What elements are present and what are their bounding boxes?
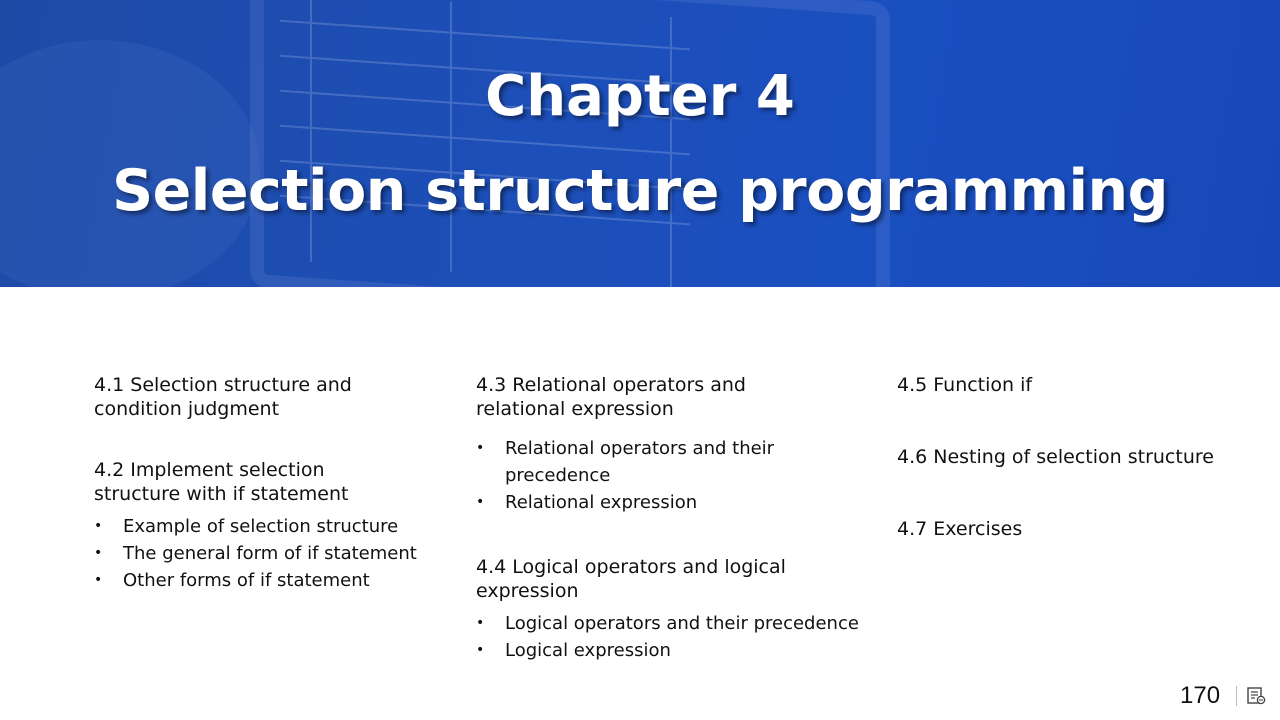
section-4-2-list <box>94 513 424 594</box>
bullet-icon: • <box>94 572 103 588</box>
bullet-icon: • <box>476 642 485 658</box>
toc-column-1 <box>94 373 424 594</box>
list-item: • The general form of if statement <box>94 540 424 567</box>
bullet-icon: • <box>94 518 103 534</box>
section-4-3-list <box>476 435 876 516</box>
title-banner <box>0 0 1280 287</box>
section-4-4-list <box>476 610 876 664</box>
section-4-6-heading: 4.6 Nesting of selection structure <box>897 446 1214 468</box>
list-item: • Other forms of if statement <box>94 567 424 594</box>
page-number: 170 <box>1180 682 1221 709</box>
bullet-icon: • <box>94 545 103 561</box>
chapter-subtitle: Selection structure programming <box>112 158 1168 224</box>
banner-background-screen-image <box>250 0 890 287</box>
section-4-5-heading: 4.5 Function if <box>897 374 1033 396</box>
section-4-4-heading: 4.4 Logical operators and logical expression <box>476 556 786 602</box>
section-4-2-heading: 4.2 Implement selection structure with if statement <box>94 459 349 505</box>
toc-column-2 <box>476 373 876 664</box>
bullet-icon: • <box>476 440 485 456</box>
toc-column-3 <box>897 373 1237 541</box>
list-item: • Logical expression <box>476 637 876 664</box>
list-item: • Logical operators and their precedence <box>476 610 876 637</box>
chapter-title: Chapter 4 <box>485 64 795 129</box>
footer-divider <box>1236 686 1237 706</box>
section-4-3-heading: 4.3 Relational operators and relational expression <box>476 374 746 420</box>
bullet-icon: • <box>476 494 485 510</box>
list-item: • Example of selection structure <box>94 513 424 540</box>
notes-icon[interactable] <box>1246 686 1266 706</box>
section-4-7-heading: 4.7 Exercises <box>897 518 1023 540</box>
section-4-1-heading: 4.1 Selection structure and condition judgment <box>94 374 352 420</box>
bullet-icon: • <box>476 615 485 631</box>
list-item: • Relational operators and their precedence <box>476 435 876 489</box>
list-item: • Relational expression <box>476 489 876 516</box>
